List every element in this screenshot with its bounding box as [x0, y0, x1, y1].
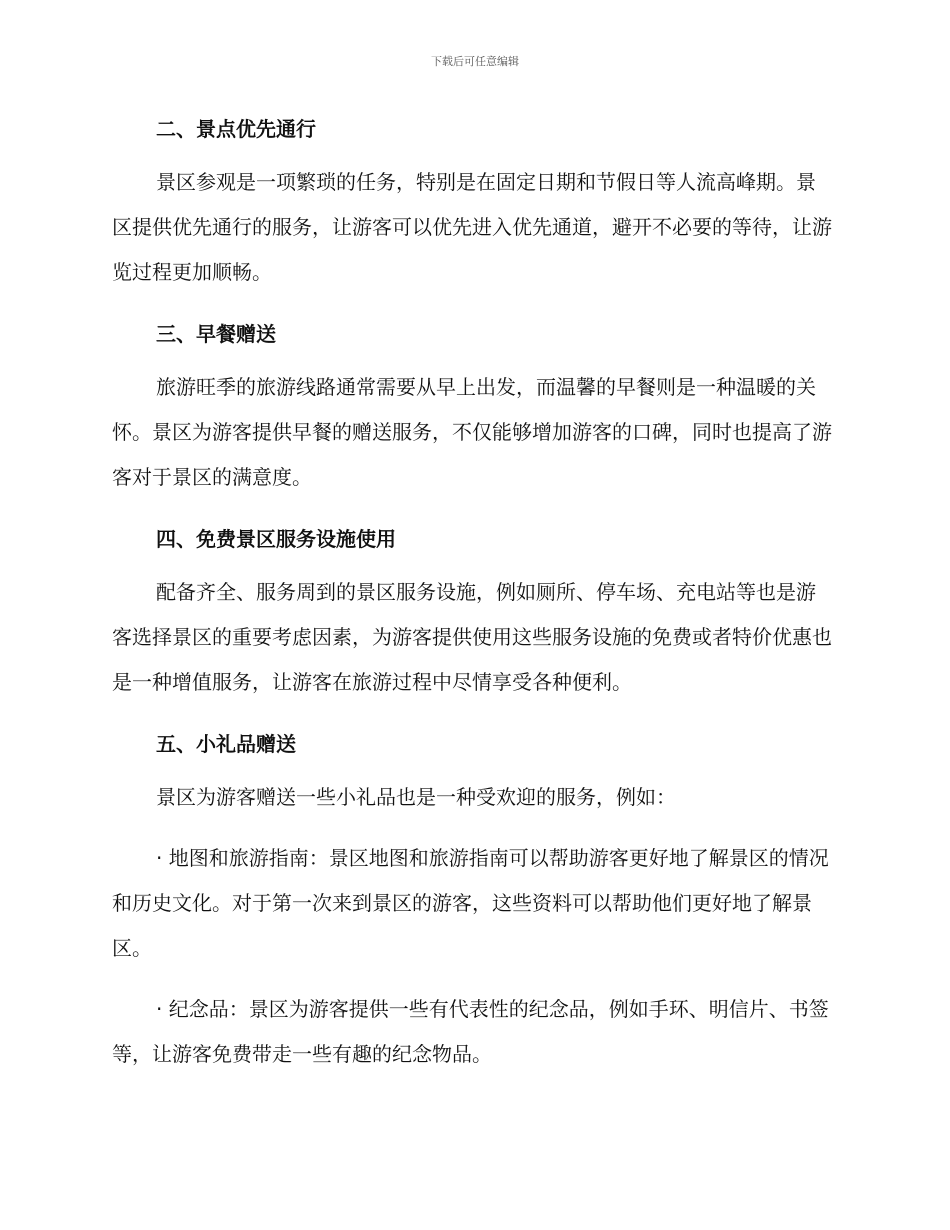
- section-paragraph: 景区参观是一项繁琐的任务，特别是在固定日期和节假日等人流高峰期。景区提供优先通行的服务，让游客可以优先进入优先通道，避开不必要的等待，让游览过程更加顺畅。: [112, 170, 832, 284]
- document-body: [112, 112, 832, 1077]
- section-heading: 三、早餐赠送: [156, 322, 276, 346]
- section-free-facilities: [112, 522, 832, 705]
- section-heading: 五、小礼品赠送: [156, 732, 296, 756]
- section-breakfast: [112, 317, 832, 500]
- section-priority-access: [112, 112, 832, 295]
- bullet-item-souvenir: · 纪念品：景区为游客提供一些有代表性的纪念品，例如手环、明信片、书签等，让游客免费带走一些有趣的纪念物品。: [112, 997, 829, 1066]
- page-header-note: 下载后可任意编辑: [431, 55, 519, 68]
- bullet-item-map-guide: · 地图和旅游指南：景区地图和旅游指南可以帮助游客更好地了解景区的情况和历史文化。对于第一次来到景区的游客，这些资料可以帮助他们更好地了解景区。: [112, 846, 829, 960]
- section-small-gifts: [112, 727, 832, 1077]
- section-heading: 二、景点优先通行: [156, 117, 316, 141]
- section-paragraph: 配备齐全、服务周到的景区服务设施，例如厕所、停车场、充电站等也是游客选择景区的重要考虑因素，为游客提供使用这些服务设施的免费或者特价优惠也是一种增值服务，让游客在旅游过程中尽情享受各种便利。: [112, 580, 832, 694]
- section-heading: 四、免费景区服务设施使用: [156, 527, 396, 551]
- section-paragraph: 旅游旺季的旅游线路通常需要从早上出发，而温馨的早餐则是一种温暖的关怀。景区为游客提供早餐的赠送服务，不仅能够增加游客的口碑，同时也提高了游客对于景区的满意度。: [112, 375, 832, 489]
- section-paragraph: 景区为游客赠送一些小礼品也是一种受欢迎的服务，例如：: [156, 785, 676, 809]
